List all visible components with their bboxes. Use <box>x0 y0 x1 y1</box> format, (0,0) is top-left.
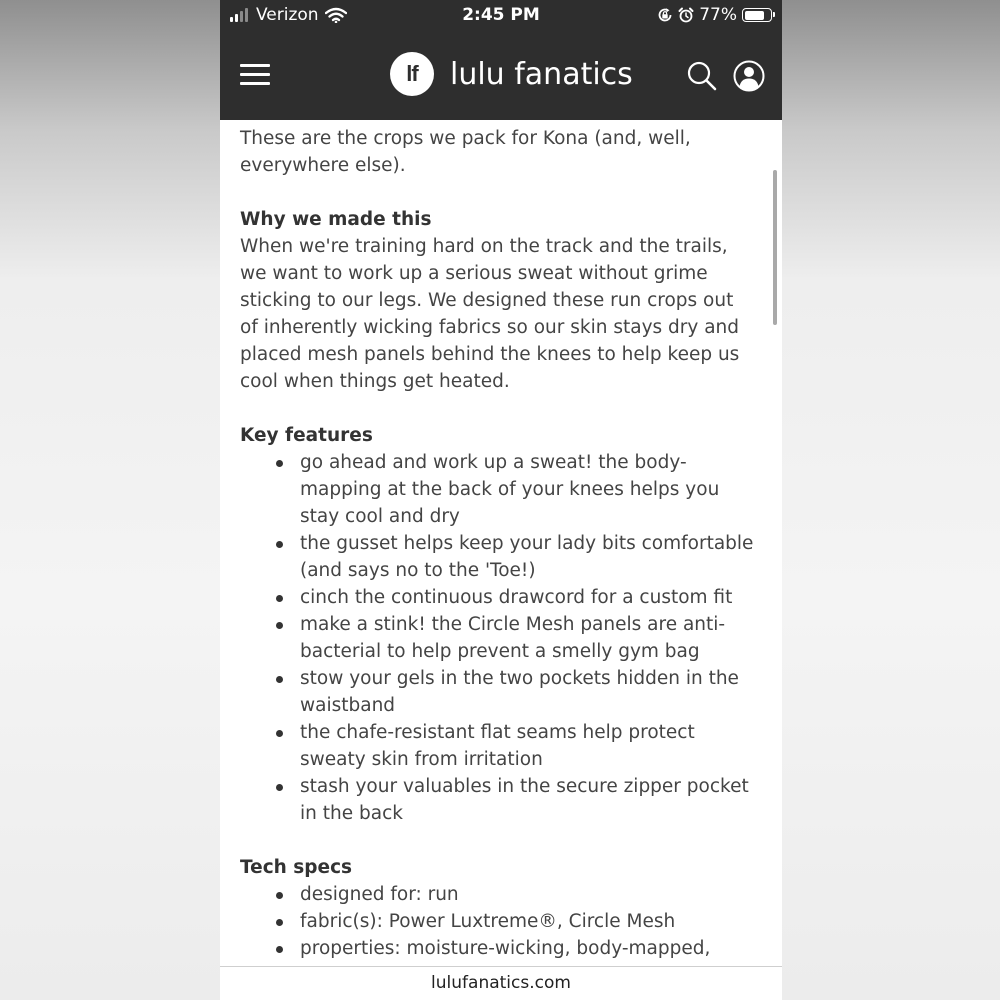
battery-level-fill <box>745 11 764 20</box>
why-heading: Why we made this <box>240 209 432 230</box>
hamburger-menu-icon[interactable] <box>240 64 270 86</box>
features-list <box>240 449 754 827</box>
url-text: lulufanatics.com <box>431 973 571 993</box>
list-item: stow your gels in the two pockets hidden in the waistband <box>300 665 754 719</box>
phone-screen <box>220 0 782 1000</box>
list-item: the gusset helps keep your lady bits comfortable (and says no to the 'Toe!) <box>300 530 754 584</box>
rotation-lock-icon <box>657 7 673 23</box>
site-logo[interactable] <box>390 52 633 96</box>
list-item: stash your valuables in the secure zipper pocket in the back <box>300 773 754 827</box>
logo-text: lulu fanatics <box>450 56 633 92</box>
search-icon[interactable] <box>686 60 718 92</box>
status-right <box>657 5 772 25</box>
list-item: go ahead and work up a sweat! the body-mapping at the back of your knees helps you stay cool and dry <box>300 449 754 530</box>
scrollbar[interactable] <box>773 170 777 325</box>
url-bar[interactable] <box>220 966 782 1000</box>
list-item: the chafe-resistant flat seams help protect sweaty skin from irritation <box>300 719 754 773</box>
site-header <box>220 32 782 120</box>
alarm-icon <box>678 7 694 23</box>
battery-percent: 77% <box>699 5 737 25</box>
intro-text: These are the crops we pack for Kona (and, well, everywhere else). <box>240 128 691 176</box>
list-item: properties: moisture-wicking, body-mapped, <box>300 935 754 966</box>
status-time: 2:45 PM <box>462 5 540 25</box>
logo-badge: lf <box>390 52 434 96</box>
features-heading: Key features <box>240 425 373 446</box>
list-item: designed for: run <box>300 881 754 908</box>
list-item: make a stink! the Circle Mesh panels are anti-bacterial to help prevent a smelly gym bag <box>300 611 754 665</box>
list-item: cinch the continuous drawcord for a custom fit <box>300 584 754 611</box>
list-item: fabric(s): Power Luxtreme®, Circle Mesh <box>300 908 754 935</box>
account-icon[interactable] <box>733 60 765 92</box>
why-text: When we're training hard on the track and the trails, we want to work up a serious sweat without grime sticking to our legs. We designed these run crops out of inherently wicking fabrics so our skin stays dry and placed mesh panels behind the knees to help keep us cool when things get heated. <box>240 236 740 392</box>
specs-heading: Tech specs <box>240 857 353 878</box>
specs-list <box>240 881 754 966</box>
product-description <box>220 120 782 966</box>
battery-icon <box>742 8 772 22</box>
status-bar <box>220 0 782 32</box>
carrier-name: Verizon <box>256 5 319 25</box>
